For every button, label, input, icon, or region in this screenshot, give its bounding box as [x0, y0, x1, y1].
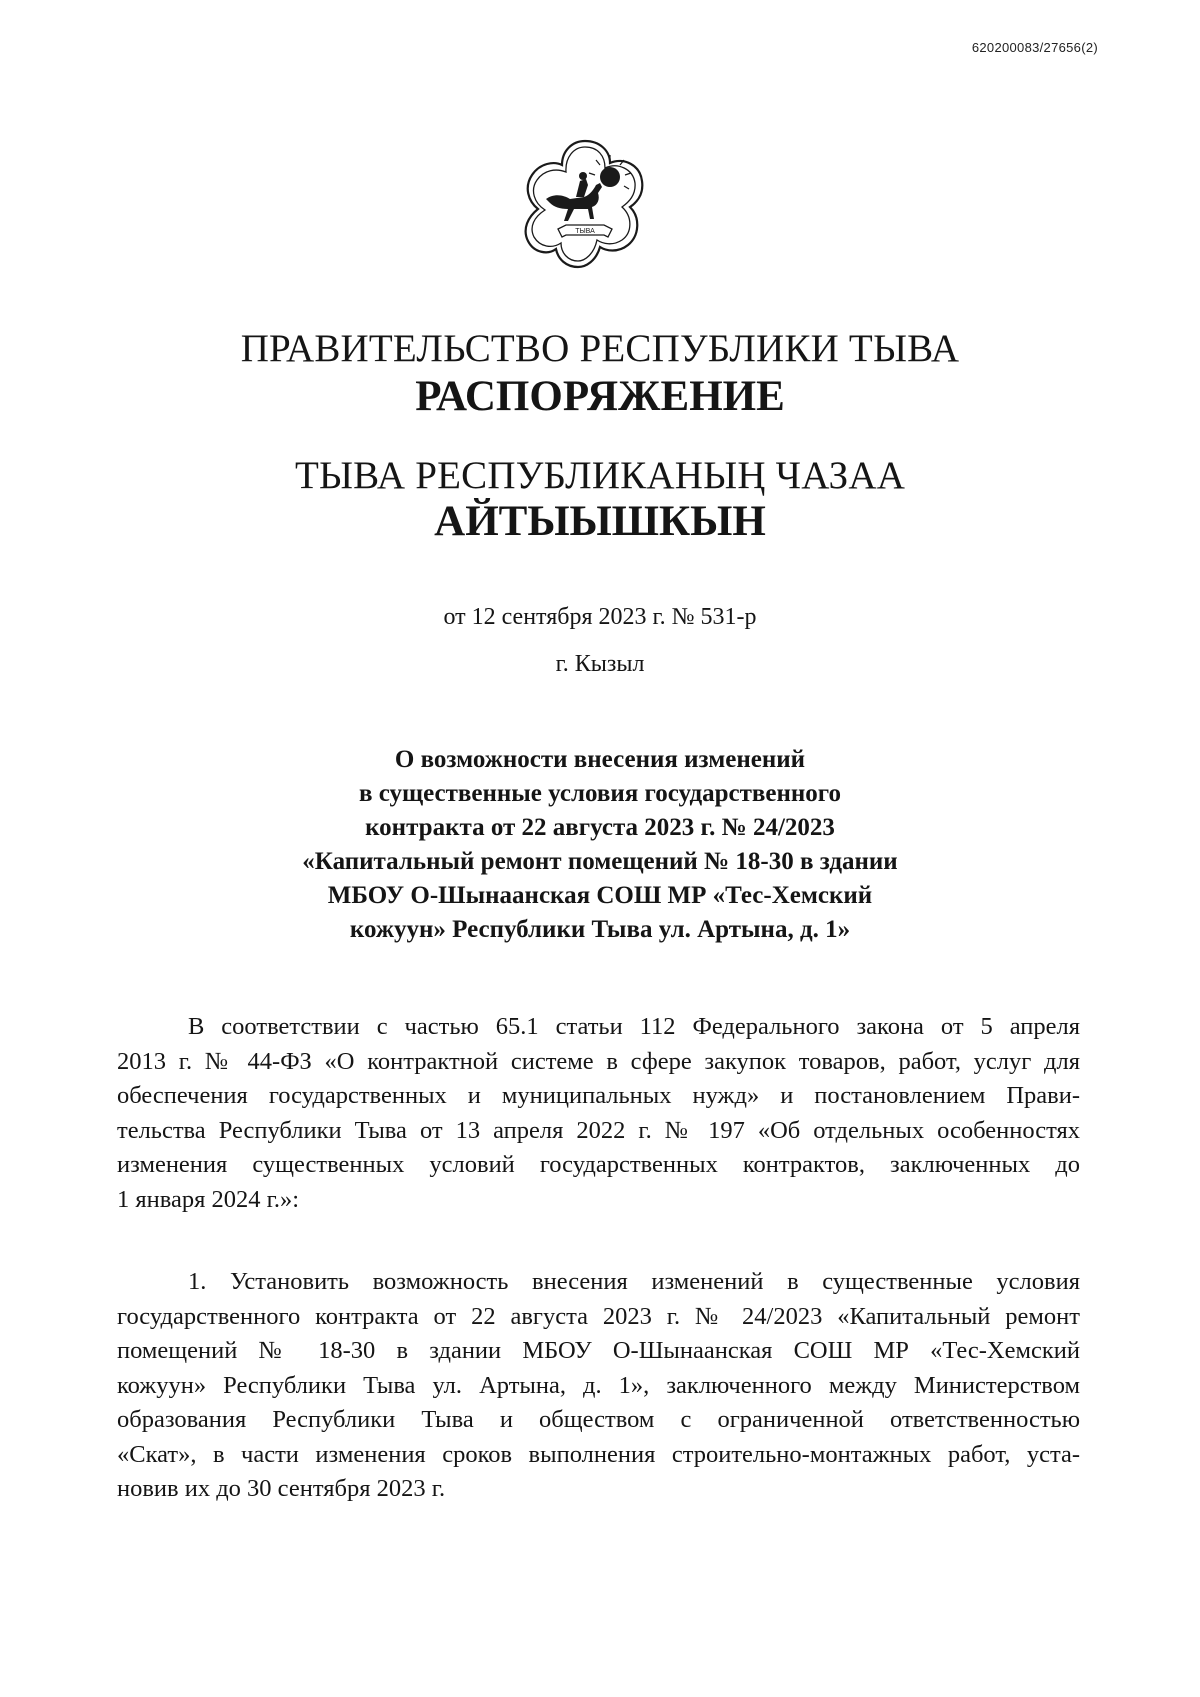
paragraph-line: кожуун» Республики Тыва ул. Артына, д. 1», заключенного между Министерством [117, 1371, 1080, 1399]
subject-line: «Капитальный ремонт помещений № 18-30 в здании [302, 848, 898, 875]
paragraph-line: 1 января 2024 г.»: [117, 1185, 300, 1213]
paragraph-line: 2013 г. № 44-ФЗ «О контрактной системе в сфере закупок товаров, работ, услуг для [117, 1047, 1080, 1075]
paragraph-line: обеспечения государственных и муниципальных нужд» и постановлением Прави- [117, 1082, 1080, 1109]
paragraph-line: новив их до 30 сентября 2023 г. [117, 1475, 446, 1502]
preamble-paragraph [117, 1010, 1080, 1217]
paragraph-line: помещений № 18-30 в здании МБОУ О-Шынаанская СОШ МР «Тес-Хемский [117, 1337, 1080, 1364]
subject-line: МБОУ О-Шынаанская СОШ МР «Тес-Хемский [327, 882, 873, 909]
svg-text:ТЫВА: ТЫВА [575, 228, 595, 235]
subject-line: в существенные условия государственного [358, 780, 842, 807]
document-number: 620200083/27656(2) [971, 40, 1098, 55]
document-kind-ru: РАСПОРЯЖЕНИЕ [415, 373, 785, 420]
subject-line: кожуун» Республики Тыва ул. Артына, д. 1» [349, 916, 851, 943]
paragraph-line: В соответствии с частью 65.1 статьи 112 Федерального закона от 5 апреля [188, 1013, 1080, 1040]
document-date-number: от 12 сентября 2023 г. № 531-р [443, 604, 757, 630]
document-kind-tyv: АЙТЫЫШКЫН [434, 498, 766, 545]
paragraph-line: государственного контракта от 22 августа 2023 г. № 24/2023 «Капитальный ремонт [117, 1302, 1080, 1330]
paragraph-line: изменения существенных условий государственных контрактов, заключенных до [117, 1151, 1080, 1178]
document-subject [0, 743, 1200, 947]
government-title-tyv: ТЫВА РЕСПУБЛИКАНЫҢ ЧАЗАА [294, 454, 906, 497]
subject-line: О возможности внесения изменений [394, 746, 806, 773]
paragraph-line: тельства Республики Тыва от 13 апреля 2022 г. № 197 «Об отдельных особенностях [117, 1116, 1080, 1144]
government-title-ru: ПРАВИТЕЛЬСТВО РЕСПУБЛИКИ ТЫВА [240, 327, 960, 370]
document-city: г. Кызыл [555, 651, 645, 677]
subject-line: контракта от 22 августа 2023 г. № 24/2023 [365, 814, 835, 841]
tyva-coat-of-arms-icon [518, 137, 652, 271]
paragraph-line: 1. Установить возможность внесения изменений в существенные условия [188, 1268, 1080, 1295]
paragraph-line: образования Республики Тыва и обществом с ограниченной ответственностью [117, 1406, 1080, 1433]
paragraph-line: «Скат», в части изменения сроков выполнения строительно-монтажных работ, уста- [117, 1440, 1080, 1468]
clause-1-paragraph [117, 1265, 1080, 1507]
